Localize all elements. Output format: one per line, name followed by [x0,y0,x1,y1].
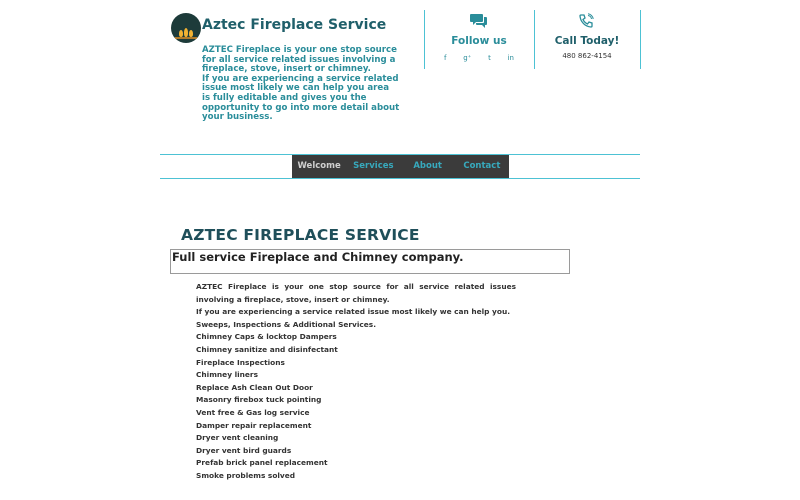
call-today-label: Call Today! [554,35,620,47]
intro-line: If you are experiencing a service related issue most likely we can help you area is fully editable and gives you the opportunity to go into more detail about your business. [202,73,400,123]
page-heading: AZTEC FIREPLACE SERVICE [181,226,420,244]
description-text: AZTEC Fireplace is your one stop source for all service related issues involving a fireplace, stove, insert or chimney. [196,282,516,304]
service-item: Masonry firebox tuck pointing [196,395,322,405]
nav-item-welcome[interactable]: Welcome [297,161,341,171]
service-item: Prefab brick panel replacement [196,458,328,468]
nav-item-contact[interactable]: Contact [463,161,501,171]
logo[interactable] [171,13,201,43]
services-text [196,281,516,483]
phone-icon [578,13,594,29]
service-item: Sweeps, Inspections & Additional Services. [196,319,376,329]
linkedin-icon[interactable]: in [507,54,514,62]
flame-mark [189,30,193,37]
main-nav [292,155,509,178]
flame-mark [179,30,183,37]
service-item: Dryer vent bird guards [196,445,292,455]
social-links [444,54,514,62]
nav-divider-bottom [160,178,640,179]
phone-number[interactable]: 480 862-4154 [562,52,612,60]
service-item: Smoke problems solved [196,470,296,480]
google-plus-icon[interactable]: g⁺ [463,54,472,62]
service-item: Damper repair replacement [196,420,312,430]
service-item: Chimney liners [196,370,258,380]
help-text: If you are experiencing a service related issue most likely we can help you. [196,307,511,317]
service-item: Fireplace Inspections [196,357,285,367]
intro-text [202,46,400,123]
page-subheading: Full service Fireplace and Chimney company. [172,250,464,264]
chat-bubbles-icon [470,12,488,30]
follow-us-label: Follow us [451,35,507,47]
flame-mark [184,28,188,37]
service-item: Dryer vent cleaning [196,433,279,443]
nav-item-about[interactable]: About [413,161,442,171]
service-item: Chimney Caps & locktop Dampers [196,332,337,342]
header-divider [640,10,641,69]
logo-base [175,37,197,39]
facebook-icon[interactable]: f [444,54,447,62]
twitter-icon[interactable]: t [488,54,491,62]
nav-item-services[interactable]: Services [353,161,394,171]
service-item: Chimney sanitize and disinfectant [196,344,338,354]
service-item: Vent free & Gas log service [196,407,310,417]
service-item: Replace Ash Clean Out Door [196,382,313,392]
site-title[interactable]: Aztec Fireplace Service [202,17,387,33]
intro-line: AZTEC Fireplace is your one stop source for all service related issues involving a fireplace, stove, insert or chimney. [202,45,397,75]
